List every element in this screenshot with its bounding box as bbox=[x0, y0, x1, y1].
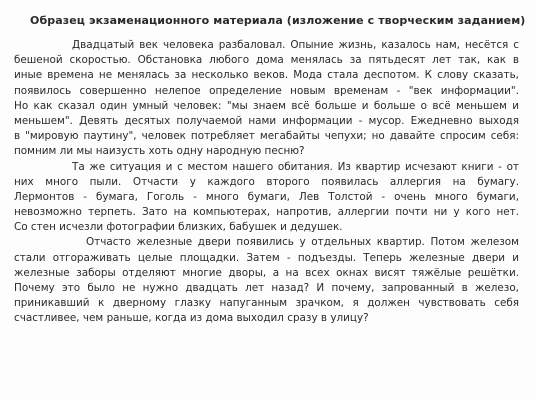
text-line: бешеной скоростью. Обстановка любого дома менялась за пятьдесят лет так, как в bbox=[14, 54, 519, 67]
text-line: приникавший к дверному глазку напуганным зрачком, я должен чувствовать себя bbox=[14, 297, 519, 310]
text-line: Та же ситуация и с местом нашего обитания. Из квартир исчезают книги - от bbox=[72, 160, 519, 173]
text-line: Почему это было не нужно двадцать лет назад? И почему, запрованный в железо, bbox=[14, 282, 519, 294]
paragraph-3 bbox=[14, 235, 519, 326]
text-line: них много пыли. Отчасти у каждого второго появилась аллергия на бумагу. bbox=[14, 175, 519, 188]
text-line: меньшем". Девять десятых получаемой нами информации - мусор. Ежедневно выходя bbox=[14, 114, 519, 127]
document-body bbox=[14, 38, 519, 327]
text-line: появилось совершенно нелепое определение новым временам - "век информации". bbox=[14, 84, 519, 97]
document-title: Образец экзаменационного материала (изложение с творческим заданием) bbox=[30, 14, 526, 27]
text-line: невозможно терпеть. Зато на компьютерах, напротив, аллергии почти ни у кого нет. bbox=[14, 206, 519, 219]
text-line: стали отгораживать целые площадки. Затем - подъезды. Теперь железные двери и bbox=[14, 251, 519, 264]
text-line: Двадцатый век человека разбаловал. Опыние жизнь, казалось нам, несётся с bbox=[72, 39, 519, 51]
text-line: Отчасто железные двери появились у отдельных квартир. Потом железом bbox=[86, 236, 519, 249]
text-line: Лермонтов - бумага, Гоголь - много бумаги, Лев Толстой - очень много бумаги, bbox=[14, 190, 519, 203]
text-line: Со стен исчезли фотографии близких, бабушек и дедушек. bbox=[14, 221, 343, 234]
text-line: счастливее, чем раньше, когда из дома выходил сразу в улицу? bbox=[14, 312, 369, 325]
paragraph-1 bbox=[14, 38, 519, 160]
text-line: железные заборы отделяют многие дворы, а на всех окнах висят тяжёлые решётки. bbox=[14, 266, 519, 279]
text-line: помним ли мы наизусть хоть одну народную песню? bbox=[14, 145, 305, 158]
text-line: Но как сказал один умный человек: "мы знаем всё больше и больше о всё меньшем и bbox=[14, 99, 519, 112]
text-line: иные времена не менялась за несколько веков. Мода стала деспотом. К слову сказать, bbox=[14, 69, 519, 82]
paragraph-2 bbox=[14, 160, 519, 236]
text-line: в "мировую паутину", человек потребляет мегабайты чепухи; но давайте спросим себя: bbox=[14, 130, 519, 143]
